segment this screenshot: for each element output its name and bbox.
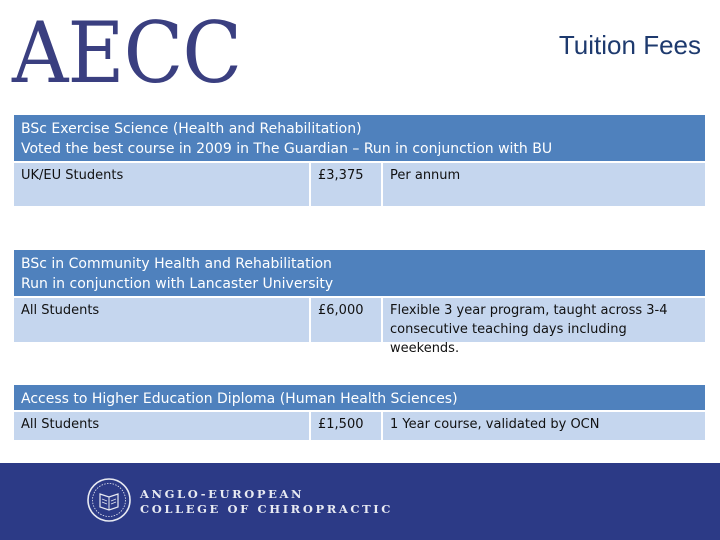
fee-cell: £1,500 [309,412,383,440]
college-name [140,487,393,517]
fee-row [14,412,705,440]
audience-cell: All Students [21,303,100,318]
note-line: consecutive teaching days including weekends. [390,322,627,356]
fee-row [14,298,705,356]
fee-cell: £3,375 [309,163,383,206]
page-title: Tuition Fees [558,30,701,60]
note-cell: 1 Year course, validated by OCN [390,417,600,432]
fee-row [14,163,705,206]
footer-band [0,463,720,540]
college-name-line: ANGLO-EUROPEAN [140,487,305,501]
course-subtitle: Run in conjunction with Lancaster University [21,276,334,292]
audience-cell: All Students [21,417,100,432]
note-cell: Per annum [390,168,461,183]
course-heading [14,385,705,412]
course-table-access-diploma [14,385,705,440]
aecc-logo: AECC [12,4,242,102]
college-name-line: COLLEGE OF CHIROPRACTIC [140,502,394,516]
course-title: Access to Higher Education Diploma (Human Health Sciences) [21,391,458,407]
fee-cell: £6,000 [309,298,383,342]
note-line: Flexible 3 year program, taught across 3-4 [390,303,668,318]
course-title: BSc in Community Health and Rehabilitation [21,256,332,272]
course-table-exercise-science [14,115,705,206]
note-cell [383,298,705,356]
course-heading [14,115,705,163]
course-title: BSc Exercise Science (Health and Rehabilitation) [21,121,362,137]
course-table-community-health [14,250,705,356]
course-heading [14,250,705,298]
audience-cell: UK/EU Students [21,168,124,183]
course-subtitle: Voted the best course in 2009 in The Guardian – Run in conjunction with BU [21,141,553,157]
college-crest-icon [86,477,132,523]
